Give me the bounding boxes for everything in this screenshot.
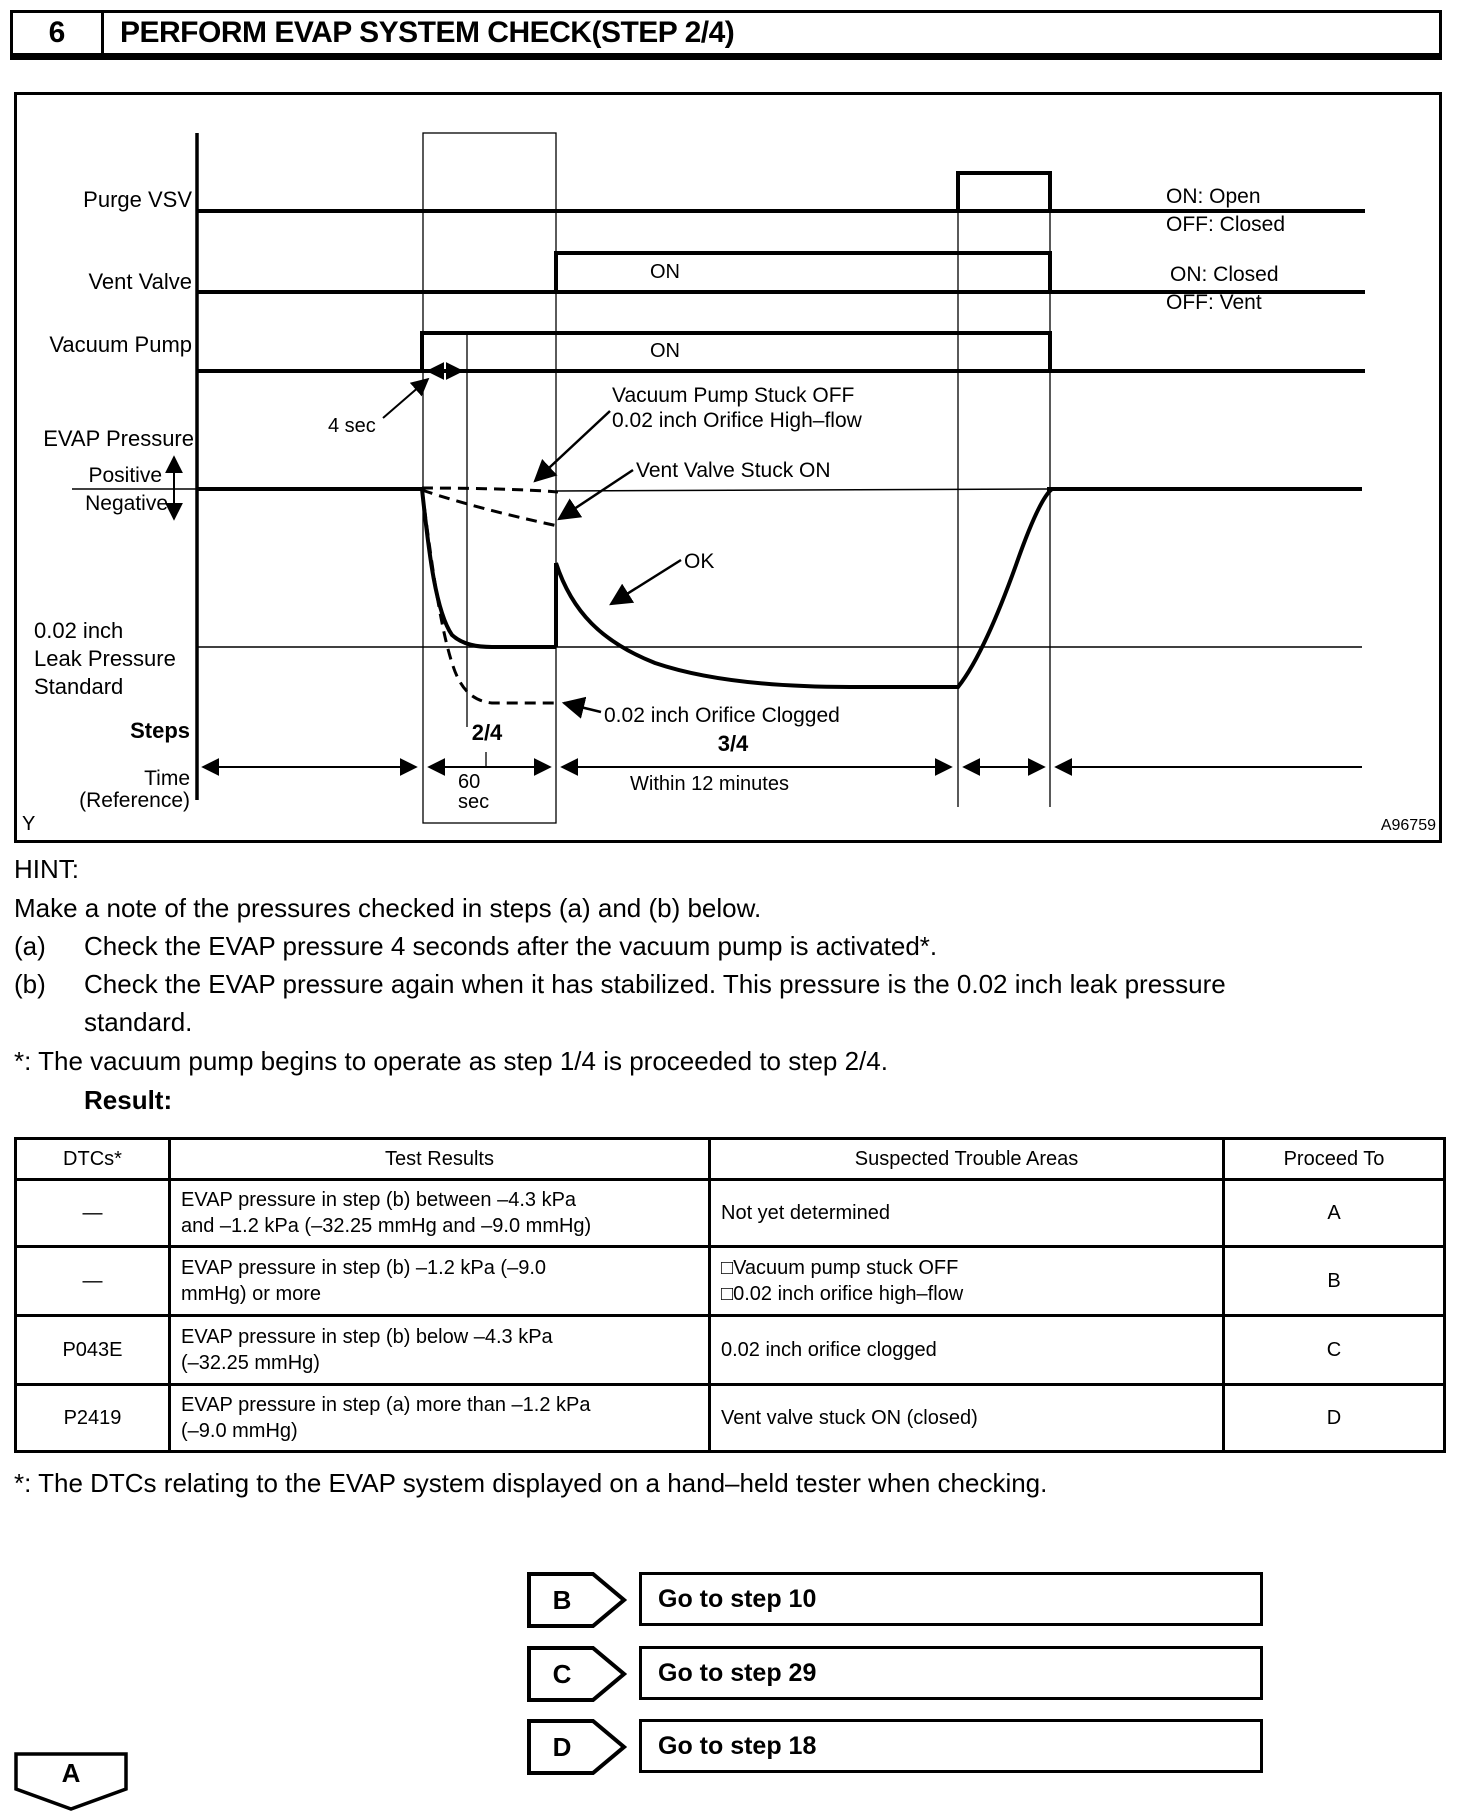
pump-on-label: ON: [650, 340, 680, 362]
dtc-cell: P043E: [16, 1316, 170, 1385]
route-action-c: Go to step 29: [639, 1646, 1263, 1700]
test-cell: EVAP pressure in step (a) more than –1.2 kPa (–9.0 mmHg): [170, 1385, 710, 1452]
annotation-four-sec: 4 sec: [328, 415, 376, 437]
label-leak-standard: 0.02 inch Leak Pressure Standard: [34, 618, 176, 699]
annotation-stuck-off: Vacuum Pump Stuck OFF 0.02 inch Orifice High–flow: [612, 384, 862, 432]
route-key: B: [552, 1585, 572, 1615]
clogged-leader: [564, 703, 601, 712]
test-cell: EVAP pressure in step (b) –1.2 kPa (–9.0 mmHg) or more: [170, 1247, 710, 1316]
proceed-cell: B: [1224, 1247, 1445, 1316]
col-test-results: Test Results: [170, 1139, 710, 1180]
label-time-reference: (Reference): [79, 789, 190, 812]
vent-valve-pulse: [556, 253, 1050, 292]
pump-star-note: *: The vacuum pump begins to operate as step 1/4 is proceeded to step 2/4.: [14, 1046, 888, 1076]
legend-vent-on: ON: Closed: [1170, 263, 1279, 286]
legend-vent-off: OFF: Vent: [1166, 291, 1262, 314]
evap-ok-decay-recovery: [556, 489, 1052, 687]
legend-purge-on: ON: Open: [1166, 185, 1261, 208]
label-negative: Negative: [85, 492, 168, 515]
figure-code: A96759: [1380, 817, 1436, 834]
hint-label: HINT:: [14, 854, 79, 884]
route-pentagon-b: [527, 1572, 627, 1628]
purge-vsv-pulse: [958, 173, 1050, 211]
label-within-12: Within 12 minutes: [630, 773, 789, 795]
annotation-vent-stuck: Vent Valve Stuck ON: [636, 459, 831, 482]
hint-intro: Make a note of the pressures checked in steps (a) and (b) below.: [14, 893, 762, 923]
result-label: Result:: [84, 1085, 173, 1115]
result-table: [14, 1137, 1446, 1453]
suspected-cell: Not yet determined: [710, 1180, 1224, 1247]
label-vacuum-pump: Vacuum Pump: [49, 332, 192, 357]
step-number: 6: [13, 13, 104, 53]
label-positive: Positive: [88, 464, 162, 487]
table-header-row: [16, 1139, 1445, 1180]
corner-marker: Y: [22, 813, 36, 835]
hint-b-key: (b): [14, 969, 46, 999]
hint-a-text: Check the EVAP pressure 4 seconds after the vacuum pump is activated*.: [84, 931, 938, 961]
test-cell: EVAP pressure in step (b) below –4.3 kPa (–32.25 mmHg): [170, 1316, 710, 1385]
label-sixty-sec: 60 sec: [458, 771, 490, 813]
label-evap-pressure: EVAP Pressure: [43, 426, 194, 451]
label-step-34: 3/4: [717, 731, 749, 756]
dtc-cell: P2419: [16, 1385, 170, 1452]
route-key: D: [552, 1732, 572, 1762]
proceed-cell: C: [1224, 1316, 1445, 1385]
label-purge-vsv: Purge VSV: [83, 187, 192, 212]
hint-b-text-line1: Check the EVAP pressure again when it has stabilized. This pressure is the 0.02 inch leak pressure: [84, 969, 1226, 999]
proceed-cell: D: [1224, 1385, 1445, 1452]
route-pentagon-d: [527, 1719, 627, 1775]
route-key: C: [552, 1659, 572, 1689]
annotation-clogged: 0.02 inch Orifice Clogged: [604, 704, 840, 727]
page-title: PERFORM EVAP SYSTEM CHECK(STEP 2/4): [120, 16, 735, 49]
annotation-ok: OK: [684, 550, 715, 573]
dtc-footnote: *: The DTCs relating to the EVAP system displayed on a hand–held tester when checking.: [14, 1468, 1048, 1498]
route-action-b: Go to step 10: [639, 1572, 1263, 1626]
col-proceed: Proceed To: [1224, 1139, 1445, 1180]
table-row: [16, 1180, 1445, 1247]
test-cell: EVAP pressure in step (b) between –4.3 kPa and –1.2 kPa (–32.25 mmHg and –9.0 mmHg): [170, 1180, 710, 1247]
marker-a-letter: A: [61, 1758, 81, 1788]
stuck-off-leader: [535, 411, 610, 481]
vent-on-label: ON: [650, 261, 680, 283]
trace-vent-stuck-on: [422, 490, 558, 526]
four-sec-leader: [383, 379, 428, 418]
vent-stuck-leader: [559, 470, 633, 519]
label-steps: Steps: [130, 718, 190, 743]
suspected-cell: 0.02 inch orifice clogged: [710, 1316, 1224, 1385]
dtc-cell: —: [16, 1247, 170, 1316]
ok-leader: [611, 560, 681, 604]
label-step-24: 2/4: [471, 720, 503, 745]
table-row: [16, 1316, 1445, 1385]
dtc-cell: —: [16, 1180, 170, 1247]
zero-line-mid: [556, 489, 1047, 491]
proceed-cell: A: [1224, 1180, 1445, 1247]
col-suspected: Suspected Trouble Areas: [710, 1139, 1224, 1180]
label-vent-valve: Vent Valve: [88, 269, 192, 294]
label-time: Time: [144, 767, 190, 790]
route-pentagon-c: [527, 1646, 627, 1702]
suspected-cell: □Vacuum pump stuck OFF □0.02 inch orifice high–flow: [710, 1247, 1224, 1316]
continuation-marker-a: [14, 1752, 128, 1812]
hint-a-key: (a): [14, 931, 46, 961]
legend-purge-off: OFF: Closed: [1166, 213, 1286, 236]
table-row: [16, 1247, 1445, 1316]
hint-b-text-line2: standard.: [84, 1007, 193, 1037]
trace-pump-stuck-off: [422, 488, 558, 492]
col-dtcs: DTCs*: [16, 1139, 170, 1180]
route-action-d: Go to step 18: [639, 1719, 1263, 1773]
table-row: [16, 1385, 1445, 1452]
suspected-cell: Vent valve stuck ON (closed): [710, 1385, 1224, 1452]
